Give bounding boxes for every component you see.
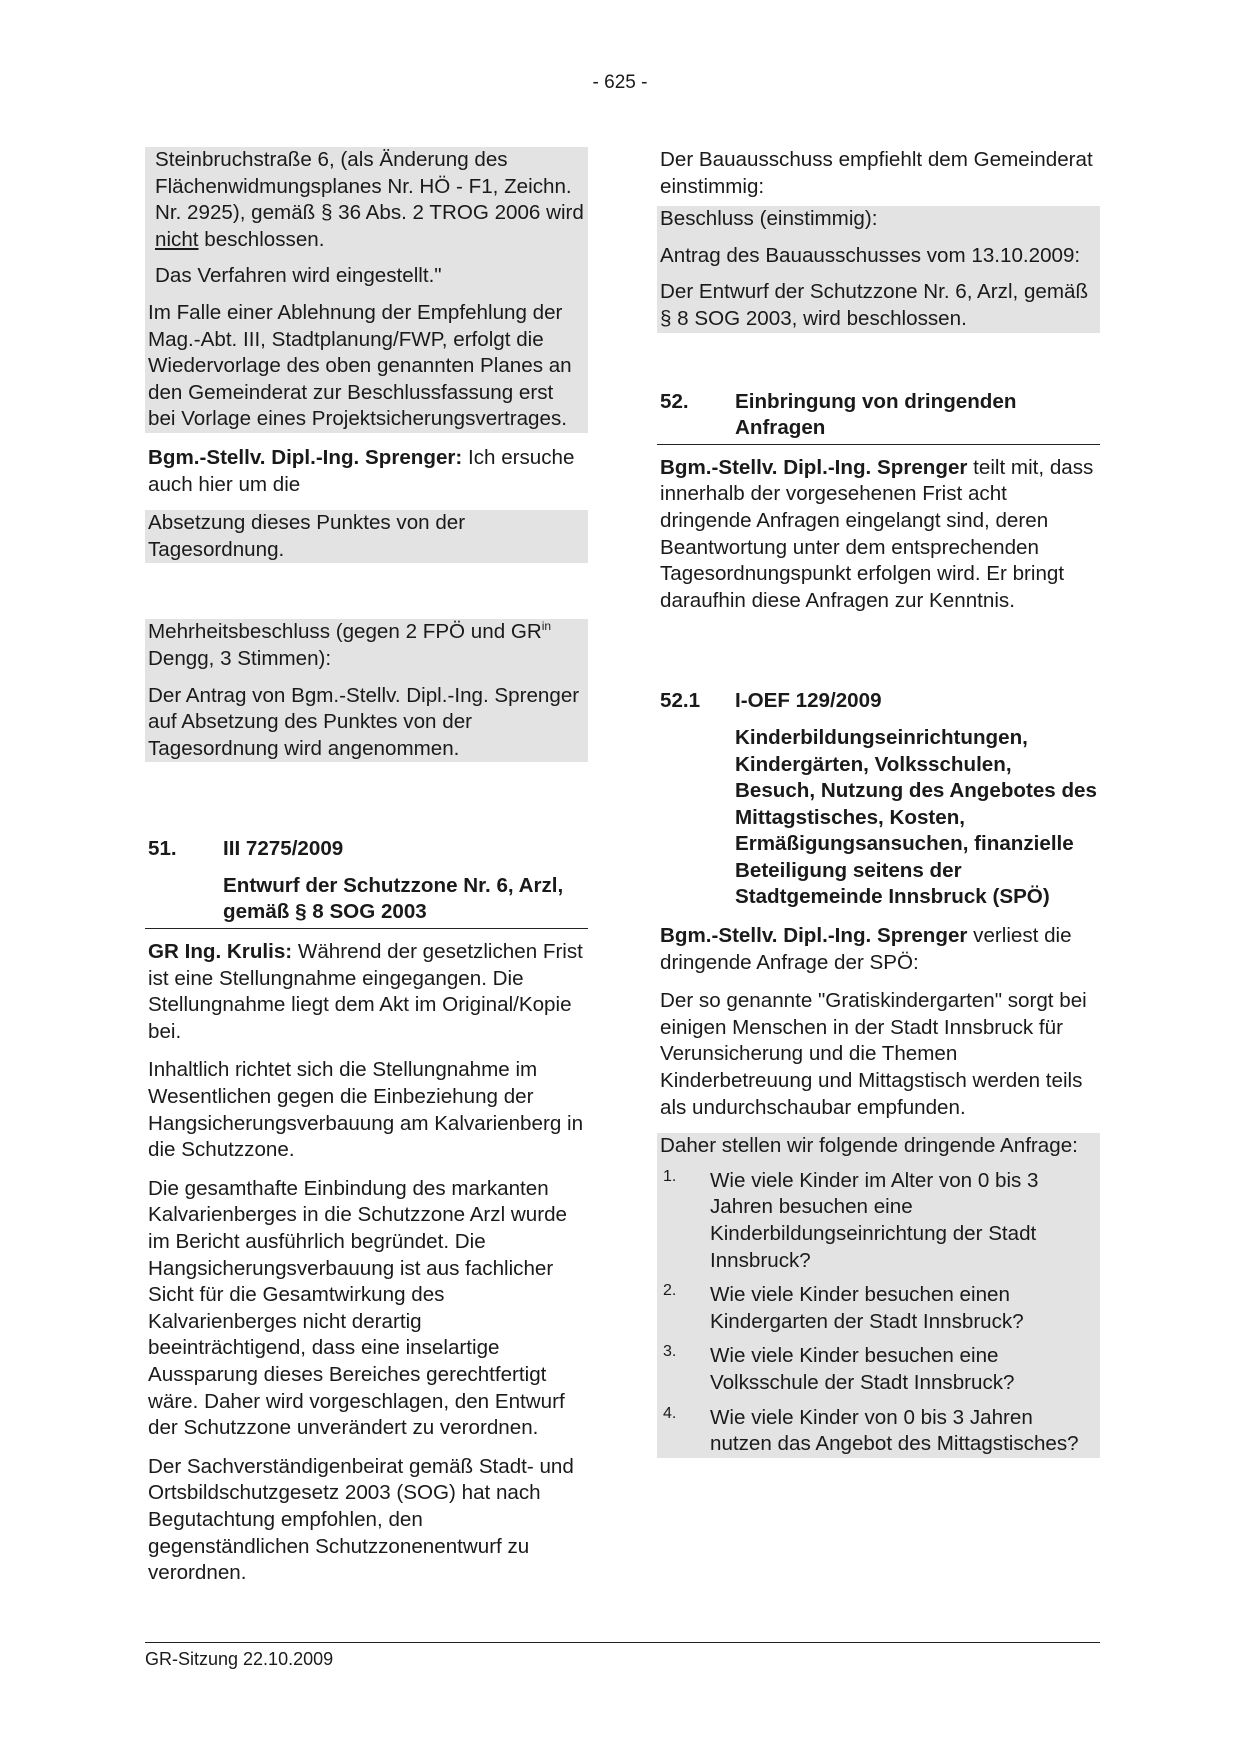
motion-box — [145, 510, 588, 563]
question-number: 4. — [663, 1404, 677, 1422]
item-number: 52. — [660, 389, 689, 413]
question-text: Wie viele Kinder von 0 bis 3 Jahren nutzen das Angebot des Mittagstisches? — [710, 1405, 1079, 1456]
paragraph: Inhaltlich richtet sich die Stellungnahme im Wesentlichen gegen die Einbeziehung der Hangsicherungsverbauung am Kalvarienberg in die Schutzzone. — [148, 1058, 584, 1162]
page-footer: GR-Sitzung 22.10.2009 — [145, 1642, 1100, 1670]
question-text: Wie viele Kinder besuchen einen Kindergarten der Stadt Innsbruck? — [710, 1283, 1024, 1333]
right-column — [657, 147, 1100, 1458]
speaker-statement-3 — [657, 455, 1100, 615]
decision-box — [657, 206, 1100, 332]
motion-text: Absetzung dieses Punktes von der Tagesordnung. — [148, 511, 466, 561]
underlined-word: nicht — [155, 227, 199, 251]
motion-label: Antrag des Bauausschusses vom 13.10.2009: — [660, 243, 1081, 267]
item-reference: I-OEF 129/2009 — [735, 689, 882, 713]
rejection-note: Im Falle einer Ablehnung der Empfehlung der Mag.-Abt. III, Stadtplanung/FWP, erfolgt die Wiedervorlage des oben genannten Planes an den Gemeinderat zur Beschlussfassung erst bei Vorlage eines Projektsicherungsvertrages. — [148, 300, 572, 431]
paragraph: Der Sachverständigenbeirat gemäß Stadt- und Ortsbildschutzgesetz 2003 (SOG) hat nach Begutachtung empfohlen, den gegenständlichen Schutzzonenentwurf zu verordnen. — [148, 1454, 574, 1585]
inquiry-box — [657, 1133, 1100, 1458]
motion-text: Der Entwurf der Schutzzone Nr. 6, Arzl, gemäß § 8 SOG 2003, wird beschlossen. — [660, 280, 1089, 330]
item-52-1-header — [657, 688, 1100, 715]
question-number: 3. — [663, 1343, 677, 1361]
question-item — [660, 1168, 1097, 1274]
decision-label: Beschluss (einstimmig): — [660, 207, 878, 231]
speaker-text: teilt mit, dass innerhalb der vorgesehenen Frist acht dringende Anfragen eingelangt sind, deren Beantwortung unter dem entsprechenden Tagesordnungspunkt erfolgen wird. Er bringt daraufhin diese Anfragen zur Kenntnis. — [660, 455, 1094, 612]
speaker-statement-2 — [145, 939, 588, 1045]
resolution-text: Steinbruchstraße 6, (als Änderung des Flächenwidmungsplanes Nr. HÖ - F1, Zeichn. Nr. 2925), gemäß § 36 Abs. 2 TROG 2006 wird — [155, 148, 584, 225]
paragraph: Der so genannte "Gratiskindergarten" sorgt bei einigen Menschen in der Stadt Innsbruck für Verunsicherung und die Themen Kinderbetreuung und Mittagstisch werden teils als undurchschaubar empfunden. — [660, 989, 1087, 1119]
question-number: 2. — [663, 1282, 677, 1300]
speaker-text: verliest die dringende Anfrage der SPÖ: — [660, 924, 1072, 974]
resolution-text-end: beschlossen. — [204, 227, 325, 251]
inquiry-intro: Daher stellen wir folgende dringende Anfrage: — [660, 1134, 1078, 1158]
paragraph: Die gesamthafte Einbindung des markanten Kalvarienberges in die Schutzzone Arzl wurde im Bericht ausführlich begründet. Die Hangsicherungsverbauung ist aus fachlicher Sicht für die Gesamtwirkung des Kalvarienberges nicht derartig beeinträchtigend, dass eine inselartige Aussparung dieses Bereiches gerechtfertigt wäre. Daher wird vorgeschlagen, den Entwurf der Schutzzone unverändert zu verordnen. — [148, 1176, 567, 1440]
page-number: - 625 - — [592, 72, 648, 93]
question-number: 1. — [663, 1167, 677, 1185]
speaker-statement-4 — [657, 923, 1100, 976]
item-number: 52.1 — [660, 689, 701, 713]
speaker-name: Bgm.-Stellv. Dipl.-Ing. Sprenger — [660, 924, 968, 948]
question-item — [660, 1282, 1097, 1335]
vote-result: Der Antrag von Bgm.-Stellv. Dipl.-Ing. Sprenger auf Absetzung des Punktes von der Tagesordnung wird angenommen. — [148, 683, 580, 760]
committee-intro: Der Bauausschuss empfiehlt dem Gemeinderat einstimmig: — [660, 148, 1093, 198]
quoted-resolution — [145, 147, 588, 433]
speaker-name: GR Ing. Krulis: — [148, 940, 293, 964]
speaker-statement — [145, 445, 588, 498]
item-52-header — [657, 389, 1100, 445]
speaker-name: Bgm.-Stellv. Dipl.-Ing. Sprenger: — [148, 445, 463, 469]
speaker-text: Während der gesetzlichen Frist ist eine Stellungnahme eingegangen. Die Stellungnahme liegt dem Akt im Original/Kopie bei. — [148, 940, 583, 1043]
item-51-title-block — [145, 873, 588, 929]
item-title: Kinderbildungseinrichtungen, Kindergärten, Volksschulen, Besuch, Nutzung des Angebotes des Mittagstisches, Kosten, Ermäßigungsansuchen, finanzielle Beteiligung seitens der Stadtgemeinde Innsbruck (SPÖ) — [735, 725, 1097, 909]
question-text: Wie viele Kinder im Alter von 0 bis 3 Jahren besuchen eine Kinderbildungseinrichtung der Stadt Innsbruck? — [710, 1168, 1039, 1272]
item-number: 51. — [148, 837, 177, 861]
question-text: Wie viele Kinder besuchen eine Volksschule der Stadt Innsbruck? — [710, 1344, 1015, 1394]
question-item — [660, 1405, 1097, 1458]
vote-box — [145, 619, 588, 762]
left-column — [145, 147, 588, 1587]
question-item — [660, 1343, 1097, 1396]
item-title: Einbringung von dringenden Anfragen — [735, 389, 1017, 440]
item-51-header — [145, 836, 588, 863]
speaker-text: Ich ersuche auch hier um die — [148, 445, 575, 496]
item-reference: III 7275/2009 — [223, 837, 344, 861]
speaker-name: Bgm.-Stellv. Dipl.-Ing. Sprenger — [660, 455, 968, 479]
item-title: Entwurf der Schutzzone Nr. 6, Arzl, gemäß § 8 SOG 2003 — [223, 873, 564, 924]
procedure-stopped: Das Verfahren wird eingestellt." — [155, 264, 442, 288]
vote-header: Mehrheitsbeschluss (gegen 2 FPÖ und $GR^{in}$ Dengg, 3 Stimmen): — [148, 619, 552, 670]
